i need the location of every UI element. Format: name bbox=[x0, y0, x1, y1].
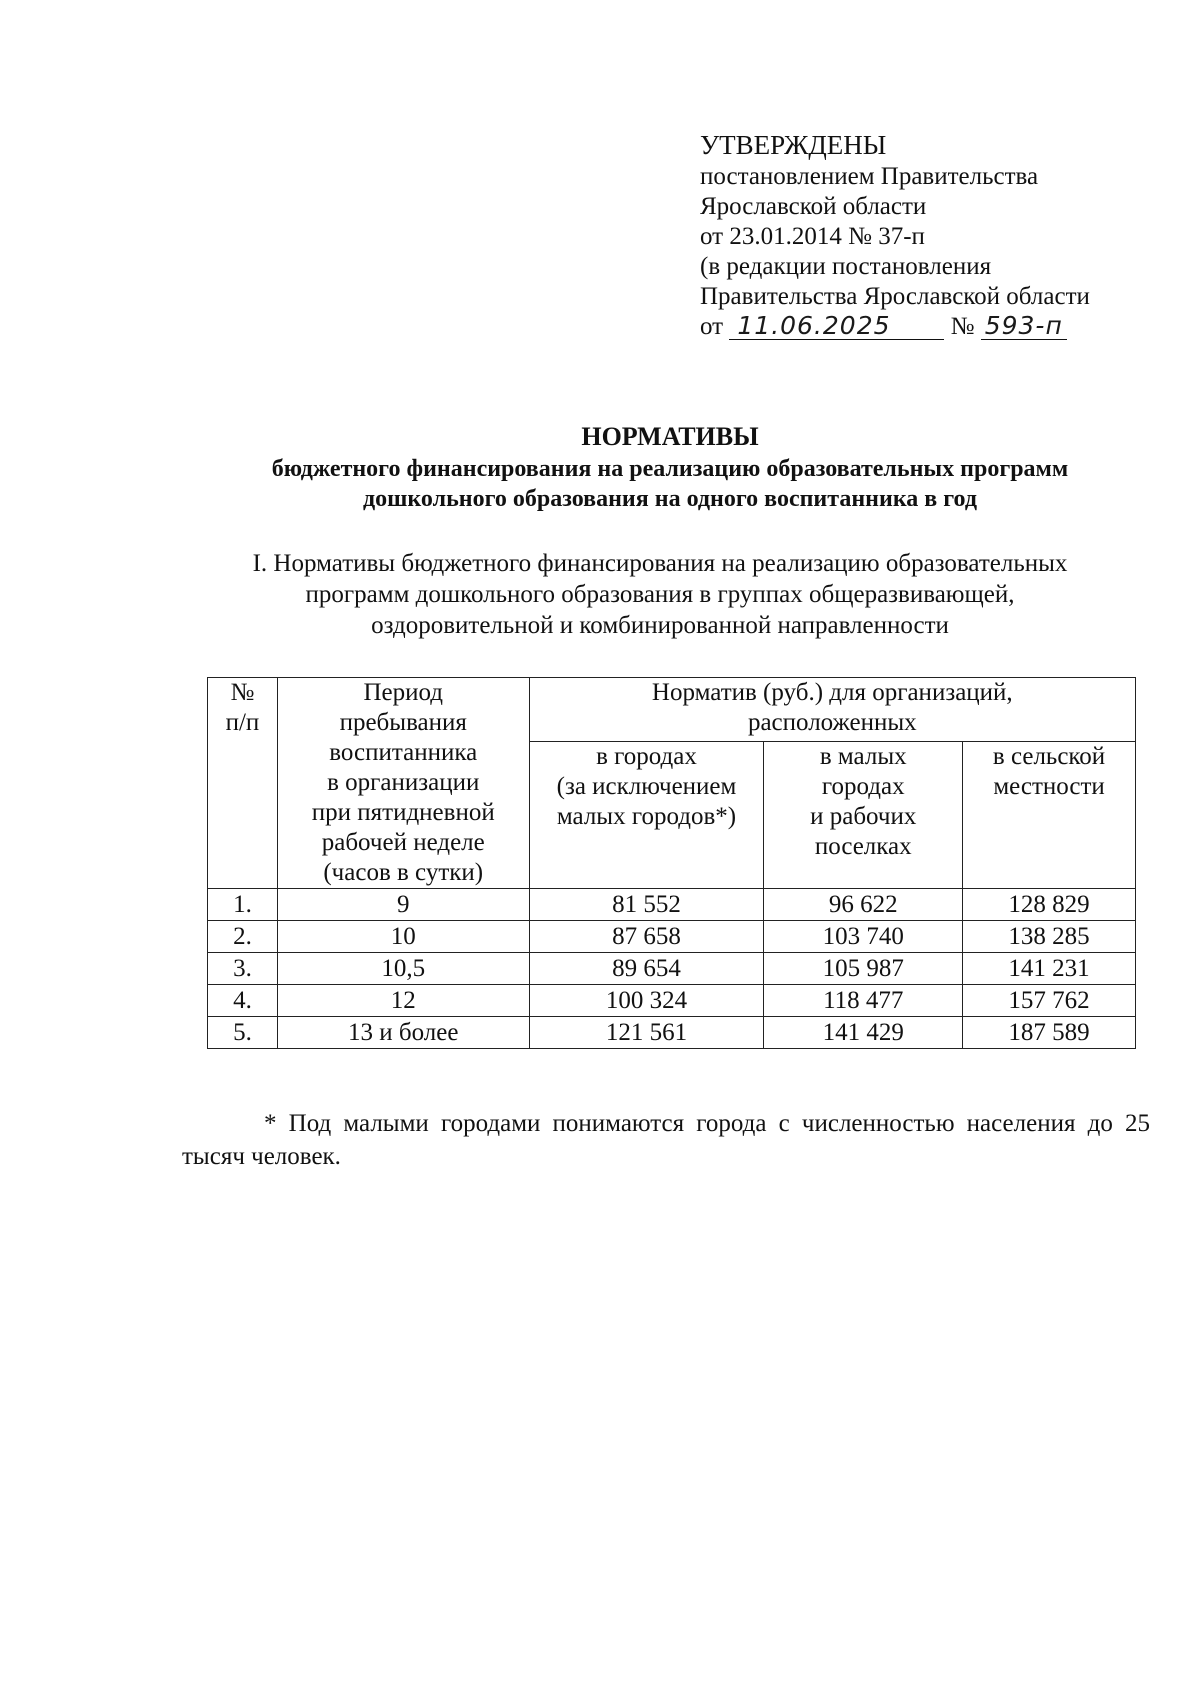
table-header-row bbox=[208, 678, 1136, 742]
approval-line: от 23.01.2014 № 37-п bbox=[700, 223, 925, 250]
cell-cities: 100 324 bbox=[529, 985, 764, 1017]
section-heading-line: программ дошкольного образования в группах общеразвивающей, bbox=[305, 581, 1015, 608]
header-num-line: п/п bbox=[225, 709, 260, 736]
cell-period: 12 bbox=[277, 985, 529, 1017]
cell-num: 4. bbox=[208, 985, 278, 1017]
header-small-line: городах bbox=[821, 773, 905, 800]
header-period-line: пребывания bbox=[339, 709, 467, 736]
table-row bbox=[208, 921, 1136, 953]
cell-cities: 121 561 bbox=[529, 1017, 764, 1049]
cell-period: 13 и более bbox=[277, 1017, 529, 1049]
table-row bbox=[208, 1017, 1136, 1049]
cell-small: 118 477 bbox=[764, 985, 963, 1017]
norms-table bbox=[207, 677, 1136, 1049]
approval-line: постановлением Правительства bbox=[700, 163, 1039, 190]
header-period-line: (часов в сутки) bbox=[323, 859, 484, 886]
header-cities-line: в городах bbox=[596, 743, 697, 770]
header-period-line: в организации bbox=[327, 769, 480, 796]
handwritten-date: 11.06.2025 bbox=[729, 313, 944, 340]
cell-rural: 187 589 bbox=[963, 1017, 1136, 1049]
header-cities bbox=[529, 742, 764, 889]
table-row bbox=[208, 889, 1136, 921]
cell-rural: 138 285 bbox=[963, 921, 1136, 953]
cell-small: 141 429 bbox=[764, 1017, 963, 1049]
approval-block bbox=[700, 130, 1180, 342]
document-title: НОРМАТИВЫ bbox=[581, 422, 759, 451]
approval-line: Правительства Ярославской области bbox=[700, 283, 1090, 310]
header-period-line: воспитанника bbox=[329, 739, 478, 766]
header-period-line: рабочей неделе bbox=[321, 829, 485, 856]
cell-num: 3. bbox=[208, 953, 278, 985]
table-row bbox=[208, 985, 1136, 1017]
header-small-line: в малых bbox=[819, 743, 907, 770]
document-subtitle-line: бюджетного финансирования на реализацию образовательных программ bbox=[271, 456, 1069, 482]
cell-cities: 89 654 bbox=[529, 953, 764, 985]
header-rural-line: в сельской bbox=[992, 743, 1106, 770]
header-small-line: поселках bbox=[814, 833, 912, 860]
cell-small: 103 740 bbox=[764, 921, 963, 953]
header-num-line: № bbox=[230, 679, 255, 706]
header-period-line: при пятидневной bbox=[311, 799, 495, 826]
header-cities-line: (за исключением bbox=[556, 773, 737, 800]
cell-period: 10 bbox=[277, 921, 529, 953]
header-small-cities bbox=[764, 742, 963, 889]
header-period bbox=[277, 678, 529, 889]
section-heading-line: оздоровительной и комбинированной направленности bbox=[371, 612, 949, 639]
cell-small: 105 987 bbox=[764, 953, 963, 985]
header-cities-line: малых городов*) bbox=[556, 803, 737, 830]
cell-period: 10,5 bbox=[277, 953, 529, 985]
header-small-line: и рабочих bbox=[810, 803, 917, 830]
header-norm-line: Норматив (руб.) для организаций, bbox=[651, 679, 1013, 706]
number-label: № bbox=[950, 313, 975, 340]
cell-rural: 157 762 bbox=[963, 985, 1136, 1017]
cell-num: 5. bbox=[208, 1017, 278, 1049]
header-norm-line: расположенных bbox=[747, 709, 917, 736]
footnote: * Под малыми городами понимаются города с численностью населения до 25 тысяч человек. bbox=[182, 1110, 1150, 1170]
section-heading bbox=[160, 548, 1160, 641]
table-row bbox=[208, 953, 1136, 985]
approval-title: УТВЕРЖДЕНЫ bbox=[700, 130, 887, 160]
section-heading-line: I. Нормативы бюджетного финансирования на реализацию образовательных bbox=[252, 550, 1068, 577]
cell-rural: 141 231 bbox=[963, 953, 1136, 985]
header-num bbox=[208, 678, 278, 889]
approval-line: (в редакции постановления bbox=[700, 253, 992, 280]
cell-cities: 87 658 bbox=[529, 921, 764, 953]
cell-num: 2. bbox=[208, 921, 278, 953]
document-subtitle-line: дошкольного образования на одного воспитанника в год bbox=[363, 486, 977, 512]
header-period-line: Период bbox=[363, 679, 443, 706]
cell-cities: 81 552 bbox=[529, 889, 764, 921]
cell-period: 9 bbox=[277, 889, 529, 921]
approval-line: Ярославской области bbox=[700, 193, 927, 220]
header-norm bbox=[529, 678, 1135, 742]
handwritten-number: 593-п bbox=[981, 313, 1067, 340]
header-rural bbox=[963, 742, 1136, 889]
cell-num: 1. bbox=[208, 889, 278, 921]
header-rural-line: местности bbox=[993, 773, 1105, 800]
cell-small: 96 622 bbox=[764, 889, 963, 921]
approval-revision-line bbox=[700, 312, 1180, 342]
from-label: от bbox=[700, 313, 724, 340]
document-title-block bbox=[100, 420, 1200, 514]
cell-rural: 128 829 bbox=[963, 889, 1136, 921]
